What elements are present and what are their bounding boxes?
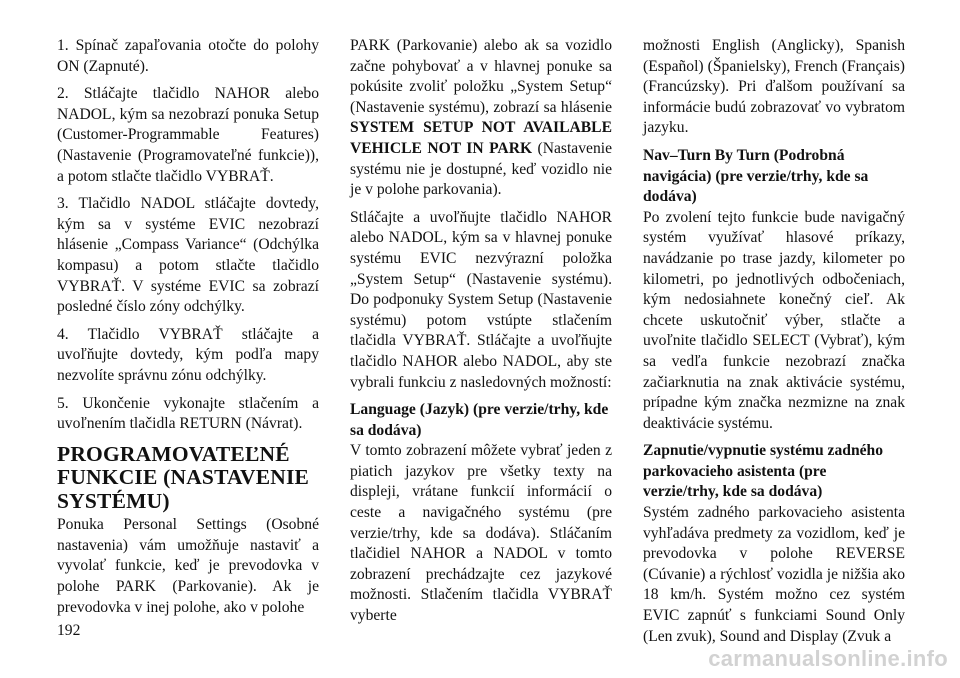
park-assist-heading: Zapnutie/vypnutie systému zadného parkovacieho asistenta (pre verzie/trhy, kde sa dodáva) bbox=[643, 442, 884, 501]
step-3: 3. Tlačidlo NADOL stláčajte dovtedy, kým sa v systéme EVIC nezobrazí hlásenie „Compass Variance“ (Odchýlka kompasu) a potom stlačte tlačidlo VYBRAŤ. V systéme EVIC sa zobrazí posledné číslo zóny odchýlky. bbox=[57, 195, 319, 316]
step-5: 5. Ukončenie vykonajte stlačením a uvoľnením tlačidla RETURN (Návrat). bbox=[57, 394, 319, 433]
park-paragraph bbox=[350, 36, 612, 201]
text-column-middle bbox=[350, 36, 612, 627]
step-1: 1. Spínač zapaľovania otočte do polohy ON (Zapnuté). bbox=[57, 37, 319, 75]
park-assist-paragraph: Systém zadného parkovacieho asistenta vyhľadáva predmety za vozidlom, keď je prevodovka v polohe REVERSE (Cúvanie) a rýchlosť vozidla je nižšia ako 18 km/h. Systém možno cez systém EVIC zapnúť s funkciami Sound Only (Len zvuk), Sound and Display (Zvuk a bbox=[643, 504, 905, 645]
language-heading: Language (Jazyk) (pre verzie/trhy, kde sa dodáva) bbox=[350, 401, 609, 439]
intro-paragraph: Ponuka Personal Settings (Osobné nastavenia) vám umožňuje nastaviť a vyvolať funkcie, keď je prevodovka v polohe PARK (Parkovanie). Ak je prevodovka v inej polohe, ako v polohe bbox=[57, 516, 319, 616]
text-column-right bbox=[643, 36, 905, 647]
language-options-paragraph: možnosti English (Anglicky), Spanish (Español) (Španielsky), French (Français) (Francúzsky). Pri ďalšom používaní sa informácie budú zobrazovať vo vybratom jazyku. bbox=[643, 37, 905, 137]
step-2: 2. Stláčajte tlačidlo NAHOR alebo NADOL, kým sa nezobrazí ponuka Setup (Customer-Programmable Features) (Nastavenie (Programovateľné funkcie)), a potom stlačte tlačidlo VYBRAŤ. bbox=[57, 85, 319, 185]
menu-paragraph: Stláčajte a uvoľňujte tlačidlo NAHOR alebo NADOL, kým sa v hlavnej ponuke systému EVIC nezvýrazní položka „System Setup“ (Nastavenie systému). Do podponuky System Setup (Nastavenie systému) potom vstúpte stlačením tlačidla VYBRAŤ. Stláčajte a uvoľňujte tlačidlo NAHOR alebo NADOL, aby ste vybrali funkciu z nasledovných možností: bbox=[350, 208, 612, 391]
step-4: 4. Tlačidlo VYBRAŤ stláčajte a uvoľňujte dovtedy, kým podľa mapy nezvolíte správnu zónu odchýlky. bbox=[57, 325, 319, 384]
section-heading: PROGRAMOVATEĽNÉ FUNKCIE (NASTAVENIE SYSTÉMU) bbox=[57, 441, 310, 513]
navigation-heading: Nav–Turn By Turn (Podrobná navigácia) (pre verzie/trhy, kde sa dodáva) bbox=[643, 146, 869, 206]
park-text-end: (Nastavenie systému nie je dostupné, keď vozidlo nie je v polohe parkovania). bbox=[350, 139, 612, 199]
watermark: carmanualsonline.info bbox=[708, 646, 948, 671]
navigation-paragraph: Po zvolení tejto funkcie bude navigačný systém využívať hlasové príkazy, navádzanie po trase jazdy, kilometer po kilometri, po jednotlivých odbočeniach, kým nedosiahnete konečný cieľ. Ak chcete uskutočniť výber, stlačte a uvoľnite tlačidlo SELECT (Vybrať), kým sa vedľa funkcie nezobrazí značka začiarknutia na znak aktivácie systému, prípadne kým značka nezmizne na znak deaktivácie systému. bbox=[643, 208, 905, 432]
text-column-left bbox=[57, 36, 319, 618]
system-message: SYSTEM SETUP NOT AVAILABLE VEHICLE NOT IN PARK bbox=[350, 119, 612, 157]
park-text-start: PARK (Parkovanie) alebo ak sa vozidlo začne pohybovať a v hlavnej ponuke sa pokúsite zvoliť položku „System Setup“ (Nastavenie systému), zobrazí sa hlásenie bbox=[350, 37, 612, 116]
language-paragraph: V tomto zobrazení môžete vybrať jeden z piatich jazykov pre všetky texty na displeji, vrátane funkcií informácií o ceste a navigačného systému (pre verzie/trhy, kde sa dodáva). Stláčaním tlačidiel NAHOR a NADOL v tomto zobrazení prechádzajte cez jazykové možnosti. Stlačením tlačidla VYBRAŤ vyberte bbox=[350, 442, 612, 625]
page-number: 192 bbox=[57, 622, 81, 639]
